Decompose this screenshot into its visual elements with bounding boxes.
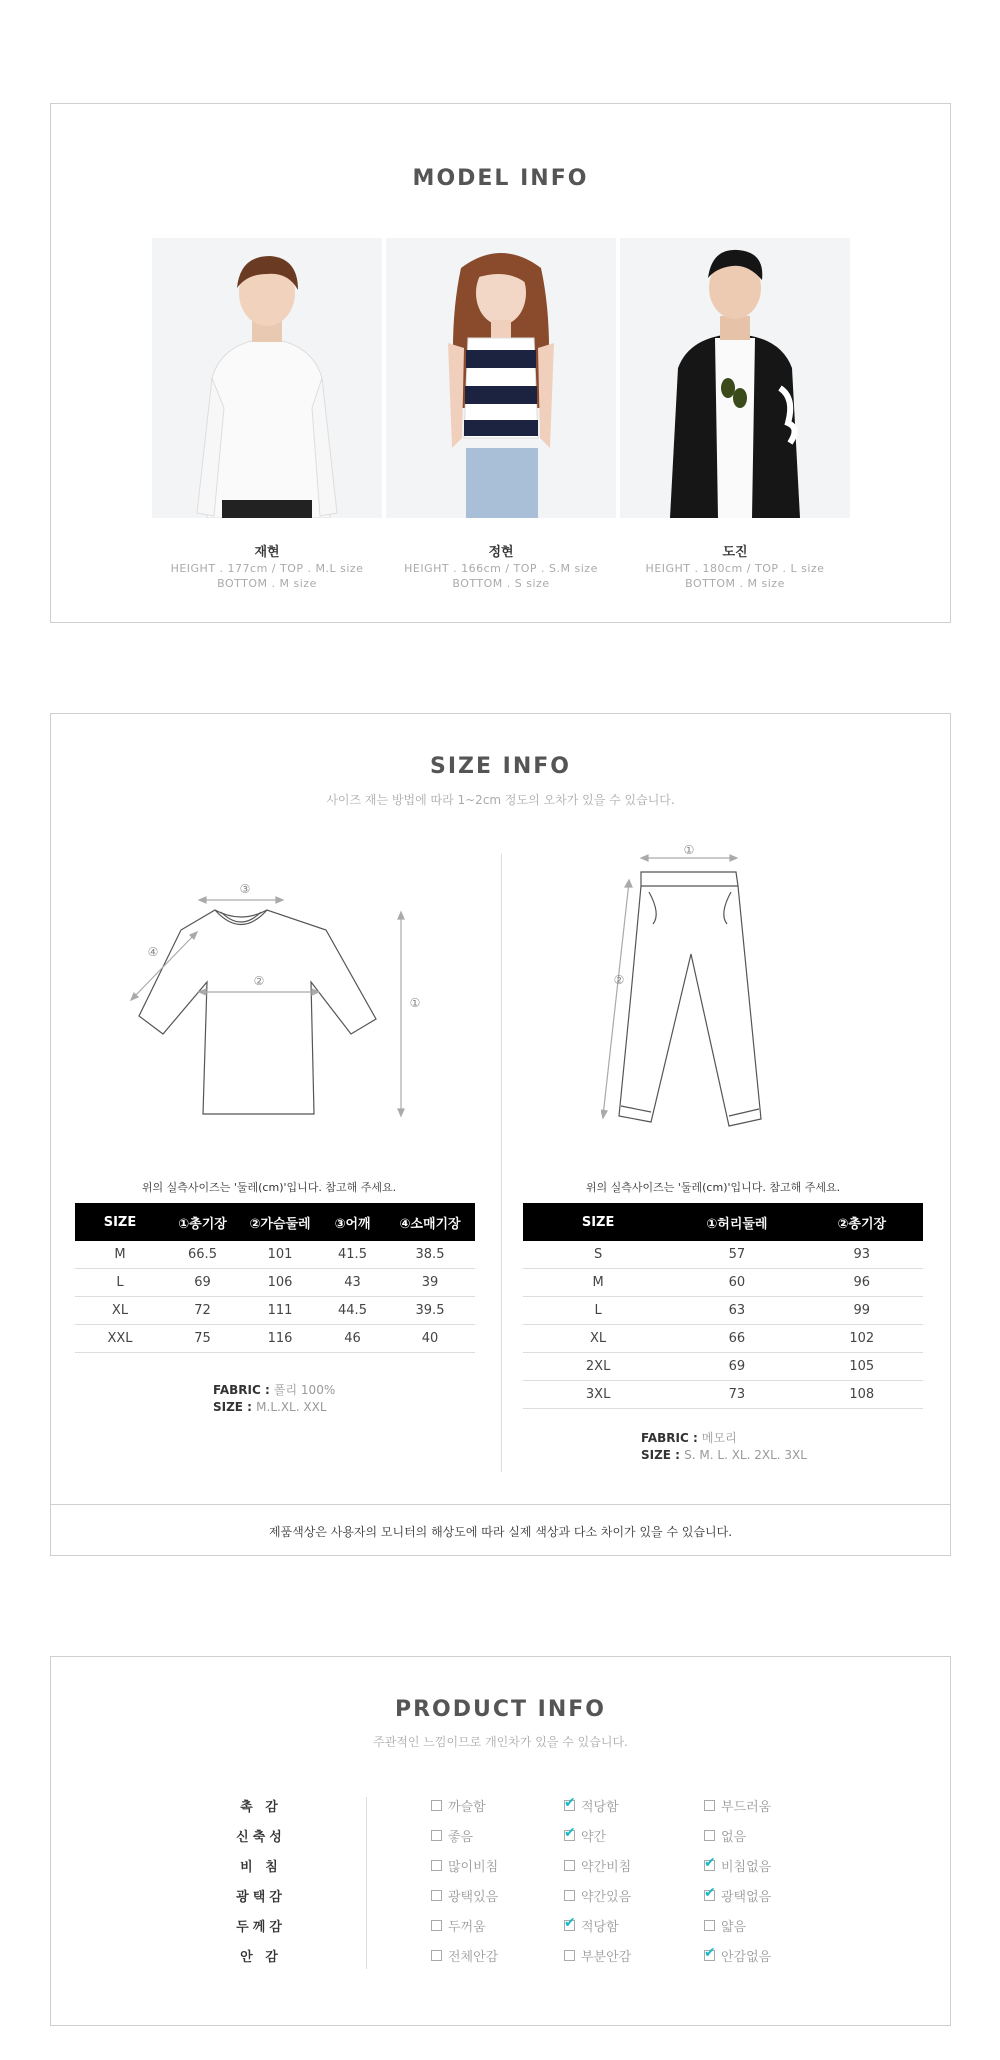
table-cell: 96: [801, 1269, 923, 1297]
product-option: [704, 1826, 746, 1845]
table-cell: M: [523, 1269, 673, 1297]
checked-checkbox-icon: [704, 1890, 715, 1901]
product-attribute-label: 신축성: [236, 1830, 286, 1845]
product-option-label: 없음: [721, 1830, 747, 1845]
top-marker-length: ①: [409, 996, 421, 1010]
model-spec-top-3: HEIGHT . 180cm / TOP . L size: [645, 562, 825, 575]
model-illustration-1: [152, 238, 382, 518]
product-option-label: 전체안감: [448, 1950, 499, 1965]
table-cell: 101: [240, 1241, 320, 1269]
bottom-size-note: 위의 실측사이즈는 '둘레(cm)'입니다. 참고해 주세요.: [585, 1181, 841, 1194]
top-size-label: SIZE :: [213, 1400, 257, 1414]
bottom-fabric: [641, 1430, 807, 1464]
product-attribute-label: 두께감: [236, 1920, 286, 1935]
model-photo-2: [386, 238, 616, 518]
top-table-header: ③어깨: [320, 1203, 385, 1241]
table-cell: 73: [673, 1381, 800, 1409]
product-option-label: 약간: [581, 1830, 607, 1845]
product-option-label: 적당함: [581, 1920, 619, 1935]
bottom-marker-waist: ①: [683, 844, 695, 857]
checked-checkbox-icon: [564, 1800, 575, 1811]
product-info-panel: [50, 1656, 951, 2026]
bottom-size-table: [523, 1203, 923, 1409]
product-attribute-row: [51, 1820, 950, 1850]
product-option: [431, 1826, 473, 1845]
table-cell: S: [523, 1241, 673, 1269]
size-info-panel: [50, 713, 951, 1556]
top-marker-shoulder: ③: [239, 882, 251, 896]
product-info-subtitle: 주관적인 느낌이므로 개인차가 있을 수 있습니다.: [373, 1735, 628, 1749]
product-option-label: 광택있음: [448, 1890, 499, 1905]
model-spec-bottom-3: BOTTOM . M size: [685, 577, 785, 590]
table-cell: 63: [673, 1297, 800, 1325]
checkbox-icon: [564, 1890, 575, 1901]
bottom-fabric-value: 메모리: [701, 1431, 737, 1445]
table-row: [523, 1381, 923, 1409]
table-cell: XXL: [75, 1325, 165, 1353]
product-attribute-label: 광택감: [236, 1890, 286, 1905]
checked-checkbox-icon: [564, 1920, 575, 1931]
table-row: [75, 1269, 475, 1297]
size-info-subtitle: 사이즈 재는 방법에 따라 1~2cm 정도의 오차가 있을 수 있습니다.: [326, 793, 675, 807]
product-option: [564, 1886, 631, 1905]
checkbox-icon: [431, 1950, 442, 1961]
checked-checkbox-icon: [704, 1860, 715, 1871]
table-row: [523, 1269, 923, 1297]
model-illustration-2: [386, 238, 616, 518]
table-cell: 46: [320, 1325, 385, 1353]
product-option: [564, 1946, 631, 1965]
checkbox-icon: [431, 1860, 442, 1871]
model-spec-bottom-1: BOTTOM . M size: [217, 577, 317, 590]
size-info-title: SIZE INFO: [430, 754, 571, 779]
top-fabric-label: FABRIC :: [213, 1383, 274, 1397]
table-cell: 44.5: [320, 1297, 385, 1325]
bottom-size-value: S. M. L. XL. 2XL. 3XL: [684, 1448, 807, 1462]
product-option-label: 적당함: [581, 1800, 619, 1815]
top-table-header: SIZE: [75, 1203, 165, 1241]
product-option-label: 비침없음: [721, 1860, 772, 1875]
product-attribute-row: [51, 1850, 950, 1880]
table-cell: 108: [801, 1381, 923, 1409]
table-cell: 60: [673, 1269, 800, 1297]
table-cell: M: [75, 1241, 165, 1269]
product-option-label: 약간있음: [581, 1890, 632, 1905]
checkbox-icon: [431, 1890, 442, 1901]
model-spec-top-2: HEIGHT . 166cm / TOP . S.M size: [404, 562, 598, 575]
checkbox-icon: [564, 1950, 575, 1961]
product-option-label: 부드러움: [721, 1800, 772, 1815]
size-divider: [501, 854, 502, 1472]
table-row: [75, 1297, 475, 1325]
product-option: [431, 1946, 498, 1965]
table-cell: 40: [385, 1325, 475, 1353]
table-cell: 69: [165, 1269, 240, 1297]
top-size-table: [75, 1203, 475, 1353]
product-option: [431, 1916, 486, 1935]
checkbox-icon: [431, 1920, 442, 1931]
table-cell: L: [523, 1297, 673, 1325]
product-attribute-row: [51, 1910, 950, 1940]
product-option-label: 까슬함: [448, 1800, 486, 1815]
top-table-header: ①총기장: [165, 1203, 240, 1241]
table-cell: XL: [75, 1297, 165, 1325]
model-illustration-3: [620, 238, 850, 518]
product-option: [564, 1826, 606, 1845]
table-cell: 75: [165, 1325, 240, 1353]
product-option-label: 광택없음: [721, 1890, 772, 1905]
color-notice: 제품색상은 사용자의 모니터의 해상도에 따라 실제 색상과 다소 차이가 있을 수 있습니다.: [51, 1504, 950, 1557]
bottom-table-header: SIZE: [523, 1203, 673, 1241]
model-photo-1: [152, 238, 382, 518]
bottom-marker-length: ②: [613, 973, 625, 987]
bottom-fabric-label: FABRIC :: [641, 1431, 702, 1445]
model-name-3: 도진: [722, 545, 748, 560]
top-fabric-value: 폴리 100%: [273, 1383, 336, 1397]
model-spec-top-1: HEIGHT . 177cm / TOP . M.L size: [170, 562, 364, 575]
table-cell: 116: [240, 1325, 320, 1353]
product-attribute-row: [51, 1880, 950, 1910]
table-cell: 43: [320, 1269, 385, 1297]
top-marker-chest: ②: [253, 974, 265, 988]
model-spec-bottom-2: BOTTOM . S size: [452, 577, 550, 590]
checked-checkbox-icon: [704, 1950, 715, 1961]
product-attribute-label: 촉 감: [240, 1800, 282, 1815]
table-cell: 106: [240, 1269, 320, 1297]
bottom-measurement-diagram: [601, 844, 831, 1134]
product-option-label: 좋음: [448, 1830, 474, 1845]
product-option: [564, 1796, 619, 1815]
bottom-table-header: ②총기장: [801, 1203, 923, 1241]
checkbox-icon: [431, 1830, 442, 1841]
product-option-label: 약간비침: [581, 1860, 632, 1875]
product-attribute-row: [51, 1790, 950, 1820]
table-row: [75, 1241, 475, 1269]
top-measurement-diagram: [111, 864, 451, 1134]
table-cell: 3XL: [523, 1381, 673, 1409]
top-table-header: ④소매기장: [385, 1203, 475, 1241]
bottom-size-label: SIZE :: [641, 1448, 685, 1462]
table-row: [523, 1297, 923, 1325]
table-cell: 38.5: [385, 1241, 475, 1269]
top-size-note: 위의 실측사이즈는 '둘레(cm)'입니다. 참고해 주세요.: [141, 1181, 397, 1194]
product-attribute-label: 비 침: [240, 1860, 282, 1875]
checkbox-icon: [704, 1800, 715, 1811]
table-cell: 39: [385, 1269, 475, 1297]
product-option: [704, 1916, 746, 1935]
table-cell: 66.5: [165, 1241, 240, 1269]
product-option: [564, 1856, 631, 1875]
product-option: [564, 1916, 619, 1935]
product-option: [431, 1886, 498, 1905]
model-info-panel: [50, 103, 951, 623]
table-cell: 66: [673, 1325, 800, 1353]
table-cell: 99: [801, 1297, 923, 1325]
table-cell: 72: [165, 1297, 240, 1325]
top-fabric: [213, 1382, 335, 1416]
top-size-value: M.L.XL. XXL: [256, 1400, 327, 1414]
table-cell: 41.5: [320, 1241, 385, 1269]
table-row: [523, 1325, 923, 1353]
product-option: [704, 1796, 771, 1815]
checkbox-icon: [431, 1800, 442, 1811]
table-row: [523, 1241, 923, 1269]
product-option-label: 두꺼움: [448, 1920, 486, 1935]
table-cell: 93: [801, 1241, 923, 1269]
product-option: [704, 1886, 771, 1905]
product-option: [704, 1856, 771, 1875]
model-photo-3: [620, 238, 850, 518]
product-option-label: 얇음: [721, 1920, 747, 1935]
product-option: [431, 1856, 498, 1875]
bottom-table-header: ①허리둘레: [673, 1203, 800, 1241]
top-marker-sleeve: ④: [147, 945, 159, 959]
top-table-header: ②가슴둘레: [240, 1203, 320, 1241]
table-row: [523, 1353, 923, 1381]
model-name-1: 재현: [254, 545, 280, 560]
product-option-label: 부분안감: [581, 1950, 632, 1965]
product-info-title: PRODUCT INFO: [394, 1697, 607, 1722]
table-cell: 2XL: [523, 1353, 673, 1381]
product-option-label: 많이비침: [448, 1860, 499, 1875]
checkbox-icon: [704, 1920, 715, 1931]
table-cell: 102: [801, 1325, 923, 1353]
product-option: [431, 1796, 486, 1815]
table-cell: 105: [801, 1353, 923, 1381]
product-attribute-row: [51, 1940, 950, 1970]
table-cell: XL: [523, 1325, 673, 1353]
checkbox-icon: [704, 1830, 715, 1841]
table-cell: L: [75, 1269, 165, 1297]
checkbox-icon: [564, 1860, 575, 1871]
table-cell: 57: [673, 1241, 800, 1269]
checked-checkbox-icon: [564, 1830, 575, 1841]
product-attribute-label: 안 감: [240, 1950, 282, 1965]
model-info-title: MODEL INFO: [412, 166, 589, 191]
table-cell: 111: [240, 1297, 320, 1325]
table-cell: 69: [673, 1353, 800, 1381]
product-option: [704, 1946, 771, 1965]
model-name-2: 정현: [488, 545, 514, 560]
table-row: [75, 1325, 475, 1353]
product-option-label: 안감없음: [721, 1950, 772, 1965]
table-cell: 39.5: [385, 1297, 475, 1325]
